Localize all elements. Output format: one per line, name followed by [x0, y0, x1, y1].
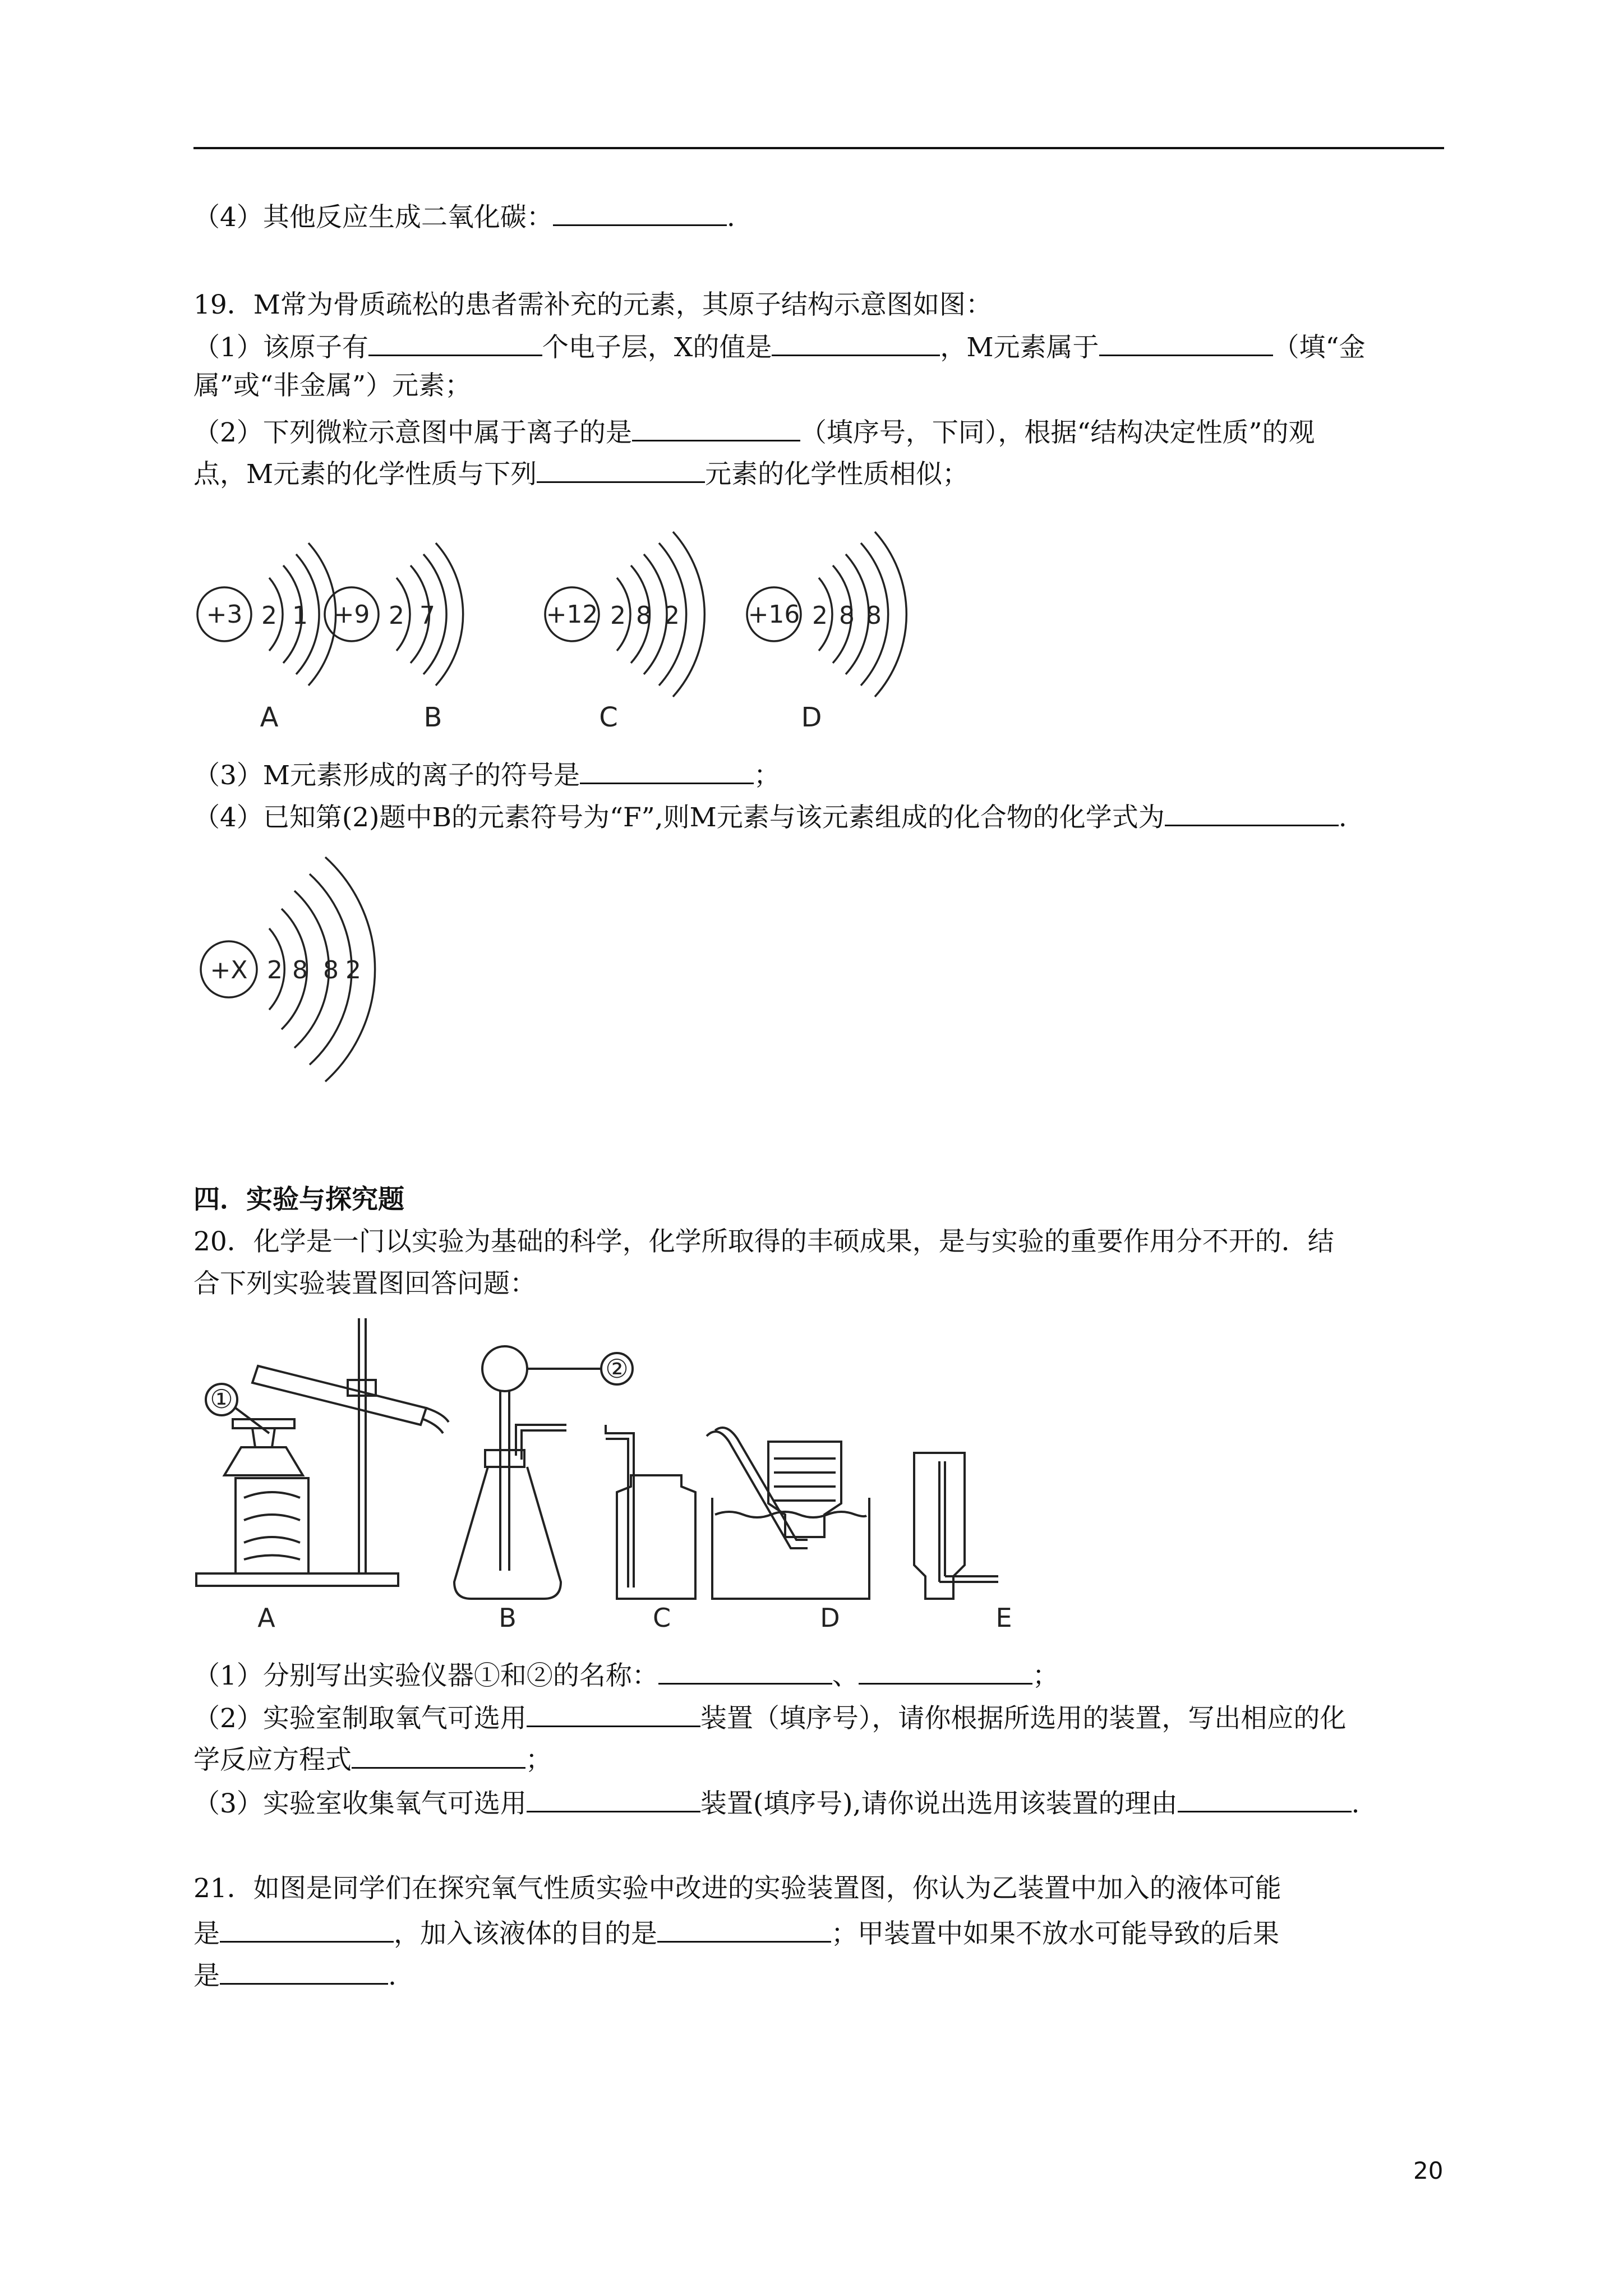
q19-part2-line1: （2）下列微粒示意图中属于离子的是 （填序号，下同），根据“结构决定性质”的观 [193, 417, 1315, 448]
answer-blank[interactable] [553, 202, 727, 226]
atom-d-label: D [801, 702, 822, 733]
q18-item4: （4）其他反应生成二氧化碳： . [193, 202, 735, 233]
q21-line3: 是 . [193, 1961, 396, 1991]
atom-diagrams [185, 505, 914, 746]
section-heading: 四．实验与探究题 [193, 1184, 404, 1215]
q21-line1: 21．如图是同学们在探究氧气性质实验中改进的实验装置图，你认为乙装置中加入的液体可能 [193, 1873, 1281, 1904]
answer-blank[interactable] [632, 417, 800, 441]
atom-d-nucleus: +16 [748, 600, 800, 629]
atom-d-shell3: 8 [866, 601, 882, 630]
q19-part1-line1: （1）该原子有 个电子层，X的值是 ，M元素属于 （填“金 [193, 332, 1366, 363]
answer-blank[interactable] [527, 1788, 700, 1812]
answer-blank[interactable] [580, 760, 754, 784]
answer-blank[interactable] [1165, 802, 1339, 826]
q20-part3: （3）实验室收集氧气可选用 装置(填序号),请你说出选用该装置的理由 . [193, 1788, 1360, 1819]
m-atom-nucleus: +X [210, 956, 248, 984]
page-number: 20 [1413, 2157, 1444, 2184]
answer-blank[interactable] [772, 332, 940, 356]
q19-part4: （4）已知第(2)题中B的元素符号为“F”,则M元素与该元素组成的化合物的化学式为 . [193, 802, 1347, 833]
answer-blank[interactable] [657, 1918, 831, 1943]
q20-stem-line2: 合下列实验装置图回答问题： [193, 1268, 536, 1299]
apparatus-diagram [191, 1313, 1088, 1638]
answer-blank[interactable] [220, 1961, 388, 1985]
atom-c-shell1: 2 [610, 601, 626, 630]
m-atom-diagram [185, 841, 421, 1105]
m-atom-shell4: 2 [345, 956, 361, 984]
q20-stem-line1: 20．化学是一门以实验为基础的科学，化学所取得的丰硕成果，是与实验的重要作用分不开的．结 [193, 1226, 1334, 1257]
atom-b-shell1: 2 [389, 601, 404, 630]
m-atom-shell1: 2 [267, 956, 283, 984]
answer-blank[interactable] [537, 459, 705, 483]
atom-b-label: B [423, 702, 442, 733]
atom-b-nucleus: +9 [333, 600, 370, 629]
atom-c-nucleus: +12 [546, 600, 598, 629]
atom-d-shell1: 2 [812, 601, 828, 630]
marker-1: ① [210, 1384, 233, 1414]
q19-part2-line2: 点，M元素的化学性质与下列 元素的化学性质相似； [193, 459, 969, 490]
marker-2: ② [605, 1354, 629, 1384]
m-atom-shell3: 8 [323, 956, 339, 984]
header-rule [193, 147, 1444, 149]
atom-b-shell2: 7 [419, 601, 435, 630]
apparatus-d-label: D [820, 1603, 840, 1633]
q20-part1: （1）分别写出实验仪器①和②的名称： 、 ； [193, 1660, 1059, 1691]
atom-c-shell2: 8 [636, 601, 652, 630]
atom-c-shell3: 2 [664, 601, 680, 630]
atom-a-shell1: 2 [261, 601, 277, 630]
q21-line2: 是 ，加入该液体的目的是 ；甲装置中如果不放水可能导致的后果 [193, 1918, 1279, 1949]
answer-blank[interactable] [658, 1660, 832, 1685]
q20-part2-line2: 学反应方程式 ； [193, 1745, 552, 1775]
answer-blank[interactable] [352, 1745, 525, 1769]
apparatus-c-label: C [652, 1603, 671, 1633]
m-atom-shell2: 8 [292, 956, 308, 984]
q19-stem: 19．M常为骨质疏松的患者需补充的元素，其原子结构示意图如图： [193, 289, 992, 320]
apparatus-b-label: B [499, 1603, 517, 1633]
answer-blank[interactable] [1099, 332, 1273, 356]
answer-blank[interactable] [527, 1703, 700, 1727]
answer-blank[interactable] [1178, 1788, 1352, 1812]
q20-part2-line1: （2）实验室制取氧气可选用 装置（填序号），请你根据所选用的装置，写出相应的化 [193, 1703, 1347, 1734]
atom-d-shell2: 8 [839, 601, 855, 630]
answer-blank[interactable] [220, 1918, 394, 1943]
apparatus-e-label: E [995, 1603, 1012, 1633]
answer-blank[interactable] [859, 1660, 1032, 1685]
apparatus-a-label: A [257, 1603, 275, 1633]
q19-part3: （3）M元素形成的离子的符号是 ； [193, 760, 781, 791]
q19-part1-line2: 属”或“非金属”）元素； [193, 370, 472, 401]
atom-a-nucleus: +3 [206, 600, 243, 629]
atom-a-shell2: 1 [292, 601, 308, 630]
answer-blank[interactable] [368, 332, 542, 356]
atom-c-label: C [599, 702, 618, 733]
atom-a-label: A [260, 702, 279, 733]
